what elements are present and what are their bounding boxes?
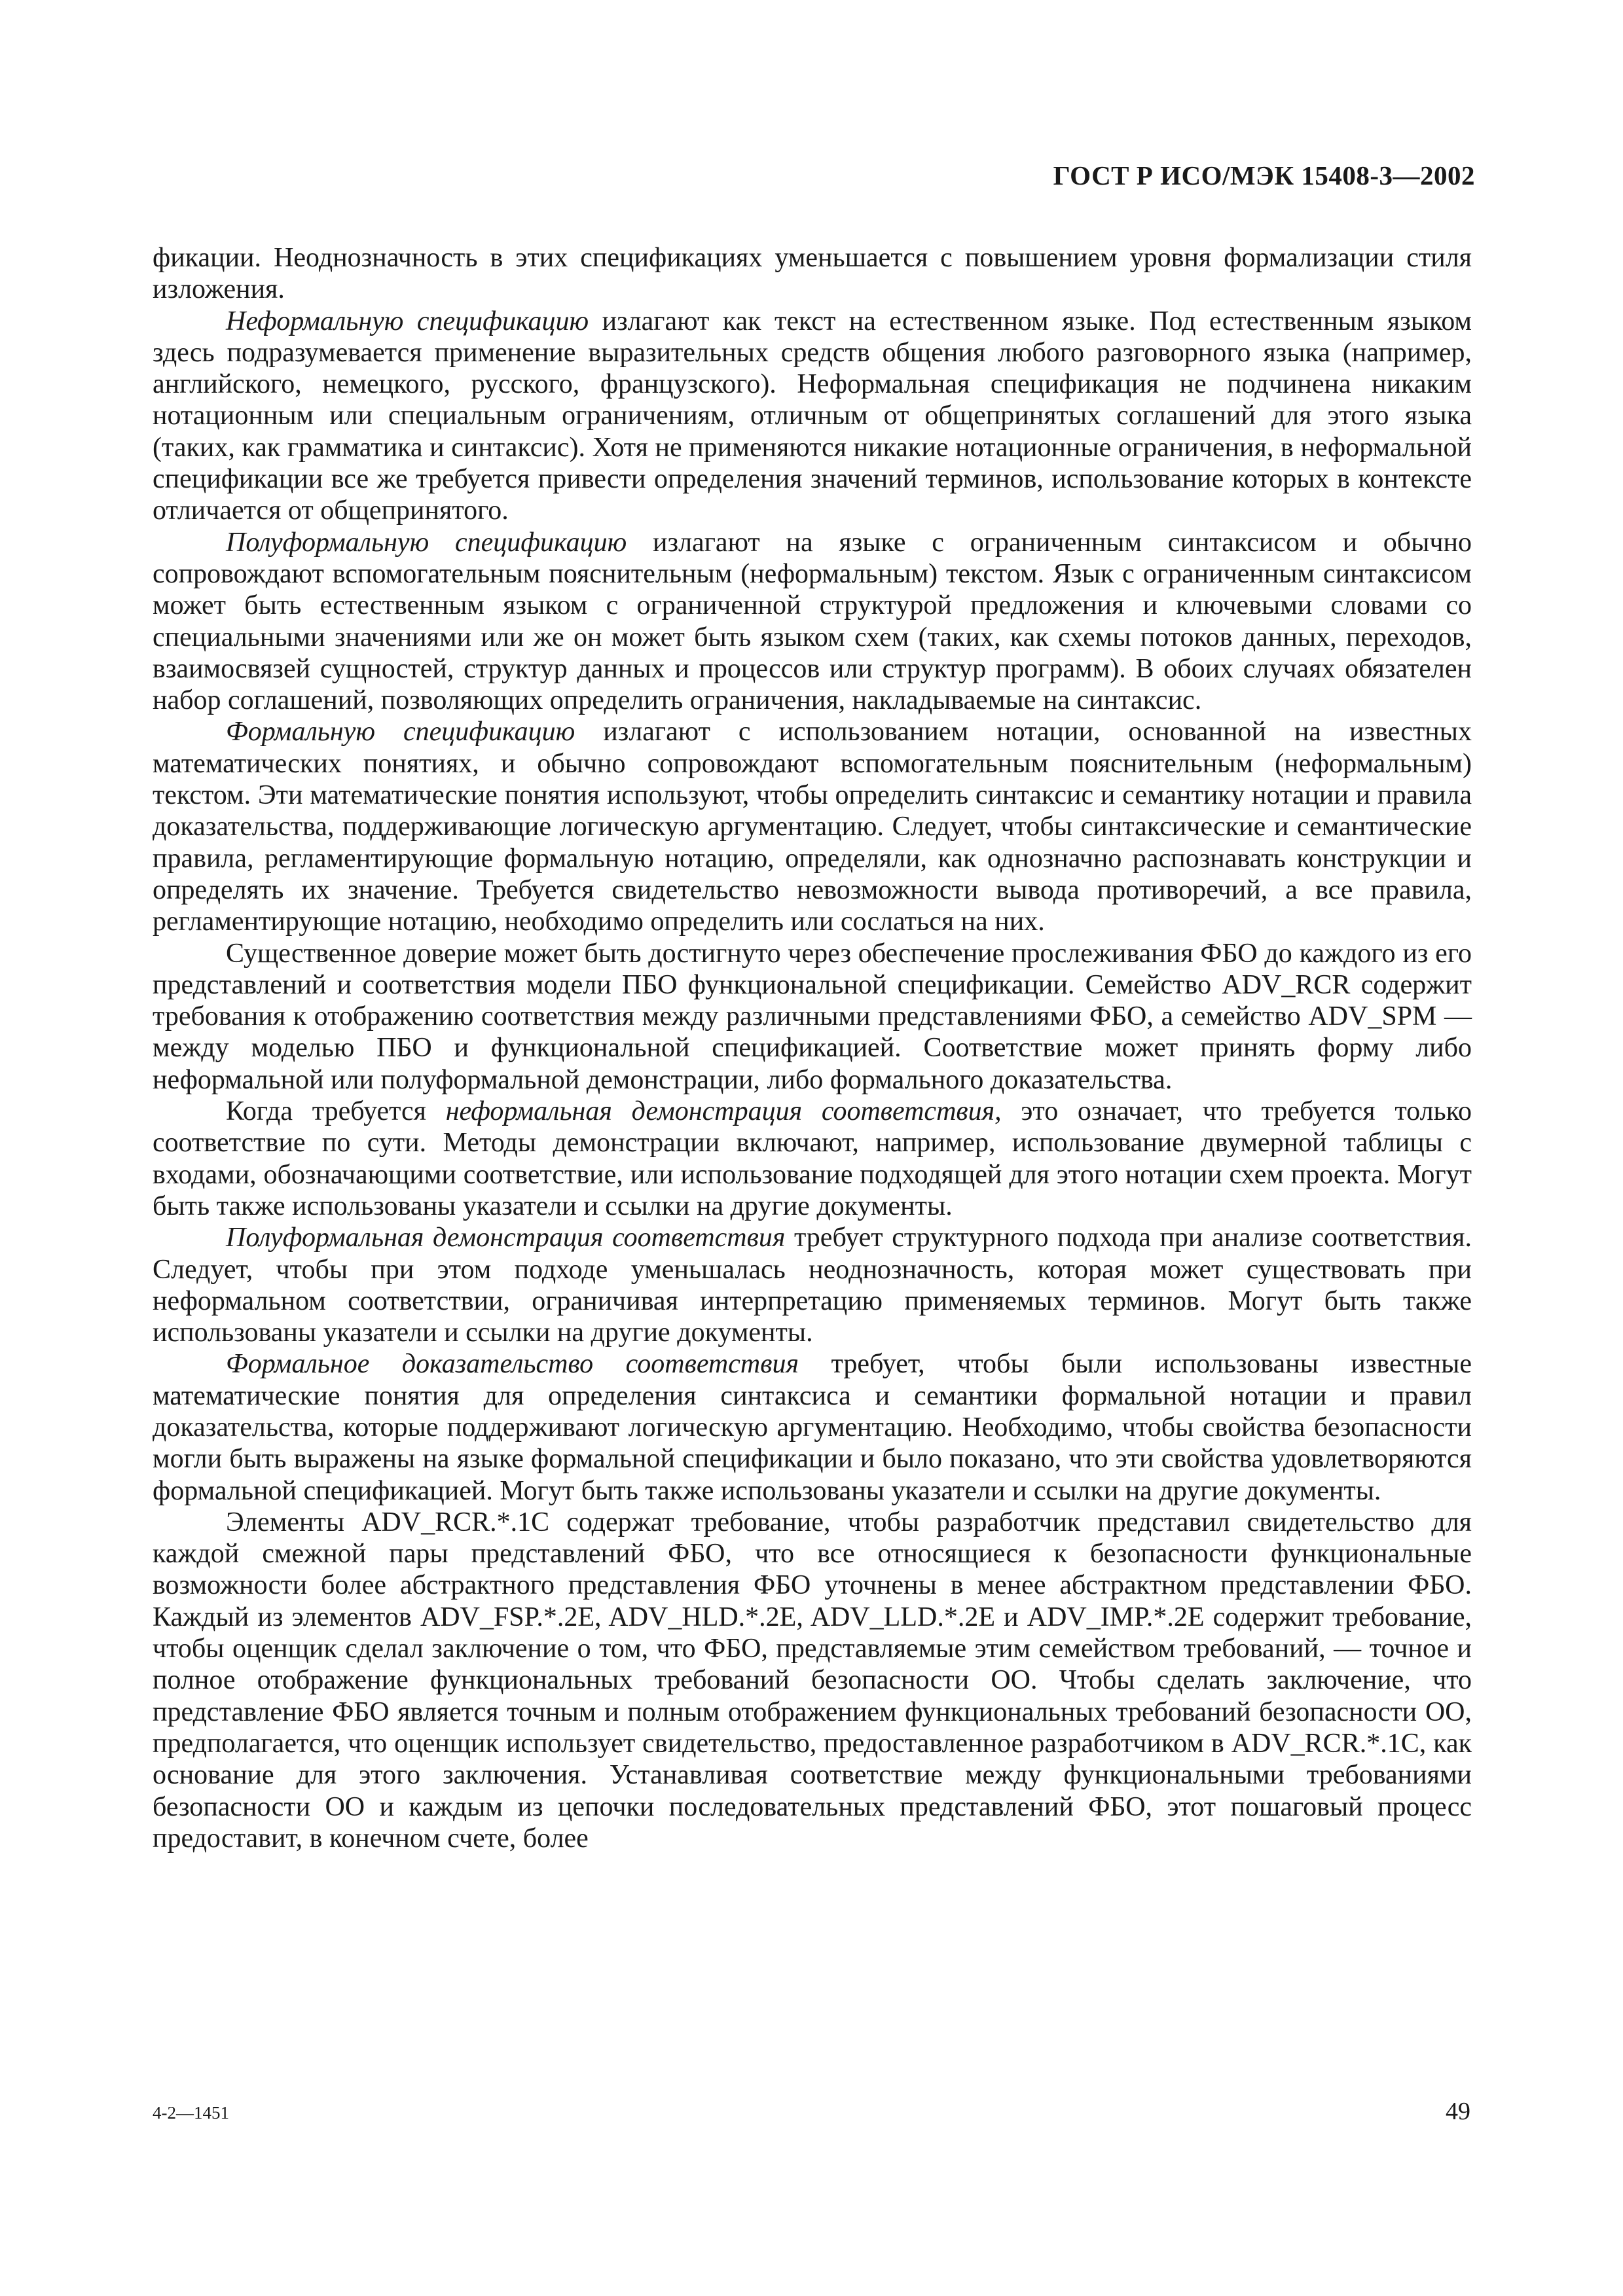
defined-term: Формальную спецификацию: [226, 717, 575, 747]
print-code: 4-2—1451: [153, 2103, 229, 2123]
paragraph-lead: Когда требуется: [226, 1096, 446, 1127]
paragraph-text: требует, чтобы были использованы известные математические понятия для определения синтаксиса и семантики формальной нотации и правил доказательства, которые поддерживают логическую аргументацию. Необходимо, чтобы свойства безопасности могли быть выражены на языке формальной спецификации и было показано, что эти свойства удовлетворяются формальной спецификацией. Могут быть также использованы указатели и ссылки на другие документы.: [153, 1349, 1472, 1506]
paragraph-text: фикации. Неоднозначность в этих спецификациях уменьшается с повышением уровня формализации стиля изложения.: [153, 243, 1472, 305]
paragraph-text: требует структурного подхода при анализе соответствия. Следует, чтобы при этом подходе уменьшалась неоднозначность, которая может существовать при неформальном соответствии, ограничивая интерпретацию применяемых терминов. Могут быть также использованы указатели и ссылки на другие документы.: [153, 1223, 1472, 1348]
paragraph-text: излагают на языке с ограниченным синтаксисом и обычно сопровождают вспомогательным пояснительным (неформальным) текстом. Язык с ограниченным синтаксисом может быть естественным языком с ограниченной структурой предложения и ключевыми словами со специальными значениями или же он может быть языком схем (таких, как схемы потоков данных, переходов, взаимосвязей сущностей, структур данных и процессов или структур программ). В обоих случаях обязателен набор соглашений, позволяющих определить ограничения, накладываемые на синтаксис.: [153, 527, 1472, 716]
paragraph: [153, 1507, 1472, 1854]
paragraph-text: Элементы ADV_RCR.*.1C содержат требование, чтобы разработчик представил свидетельство для каждой смежной пары представлений ФБО, что все относящиеся к безопасности функциональные возможности более абстрактного представления ФБО уточнены в менее абстрактном представлении ФБО. Каждый из элементов ADV_FSP.*.2E, ADV_HLD.*.2E, ADV_LLD.*.2E и ADV_IMP.*.2E содержит требование, чтобы оценщик сделал заключение о том, что ФБО, представляемые этим семейством требований, — точное и полное отображение функциональных требований безопасности ОО. Чтобы сделать заключение, что представление ФБО является точным и полным отображением функциональных требований безопасности ОО, предполагается, что оценщик использует свидетельство, предоставленное разработчиком в ADV_RCR.*.1C, как основание для этого заключения. Устанавливая соответствие между функциональными требованиями безопасности ОО и каждым из цепочки последовательных представлений ФБО, этот пошаговый процесс предоставит, в конечном счете, более: [153, 1507, 1472, 1854]
defined-term: Полуформальная демонстрация соответствия: [226, 1223, 786, 1253]
paragraph: [153, 938, 1472, 1096]
paragraph: [153, 1348, 1472, 1506]
defined-term: Полуформальную спецификацию: [226, 527, 627, 558]
defined-term: неформальная демонстрация соответствия,: [445, 1096, 1002, 1127]
document-body: [153, 242, 1472, 1854]
defined-term: Формальное доказательство соответствия: [226, 1349, 799, 1380]
paragraph: [153, 1096, 1472, 1222]
paragraph: [153, 306, 1472, 527]
paragraph-text: излагают с использованием нотации, основанной на известных математических понятиях, и обычно сопровождают вспомогательным пояснительным (неформальным) текстом. Эти математические понятия используют, чтобы определить синтаксис и семантику нотации и правила доказательства, поддерживающие логическую аргументацию. Следует, чтобы синтаксические и семантические правила, регламентирующие формальную нотацию, определяли, как однозначно распознавать конструкции и определять их значение. Требуется свидетельство невозможности вывода противоречий, а все правила, регламентирующие нотацию, необходимо определить или сослаться на них.: [153, 717, 1472, 937]
paragraph: [153, 242, 1472, 306]
paragraph-text: излагают как текст на естественном языке. Под естественным языком здесь подразумевается применение выразительных средств общения любого разговорного языка (например, английского, немецкого, русского, французского). Неформальная спецификация не подчинена никаким нотационным или специальным ограничениям, отличным от общепринятых соглашений для этого языка (таких, как грамматика и синтаксис). Хотя не применяются никакие нотационные ограничения, в неформальной спецификации все же требуется привести определения значений терминов, использование которых в контексте отличается от общепринятого.: [153, 306, 1472, 526]
page-number: 49: [1446, 2098, 1470, 2125]
paragraph: [153, 1222, 1472, 1348]
paragraph-text: Существенное доверие может быть достигнуто через обеспечение прослеживания ФБО до каждого из его представлений и соответствия модели ПБО функциональной спецификации. Семейство ADV_RCR содержит требования к отображению соответствия между различными представлениями ФБО, а семейство ADV_SPM — между моделью ПБО и функциональной спецификацией. Соответствие может принять форму либо неформальной или полуформальной демонстрации, либо формального доказательства.: [153, 938, 1472, 1095]
document-header: [1053, 160, 1475, 191]
paragraph: [153, 716, 1472, 937]
paragraph-text: это означает, что требуется только соответствие по сути. Методы демонстрации включают, например, использование двумерной таблицы с входами, обозначающими соответствие, или использование подходящей для этого нотации схем проекта. Могут быть также использованы указатели и ссылки на другие документы.: [153, 1096, 1472, 1221]
paragraph: [153, 527, 1472, 717]
defined-term: Неформальную спецификацию: [226, 306, 589, 336]
standard-id: ГОСТ Р ИСО/МЭК 15408-3—2002: [1053, 160, 1475, 190]
